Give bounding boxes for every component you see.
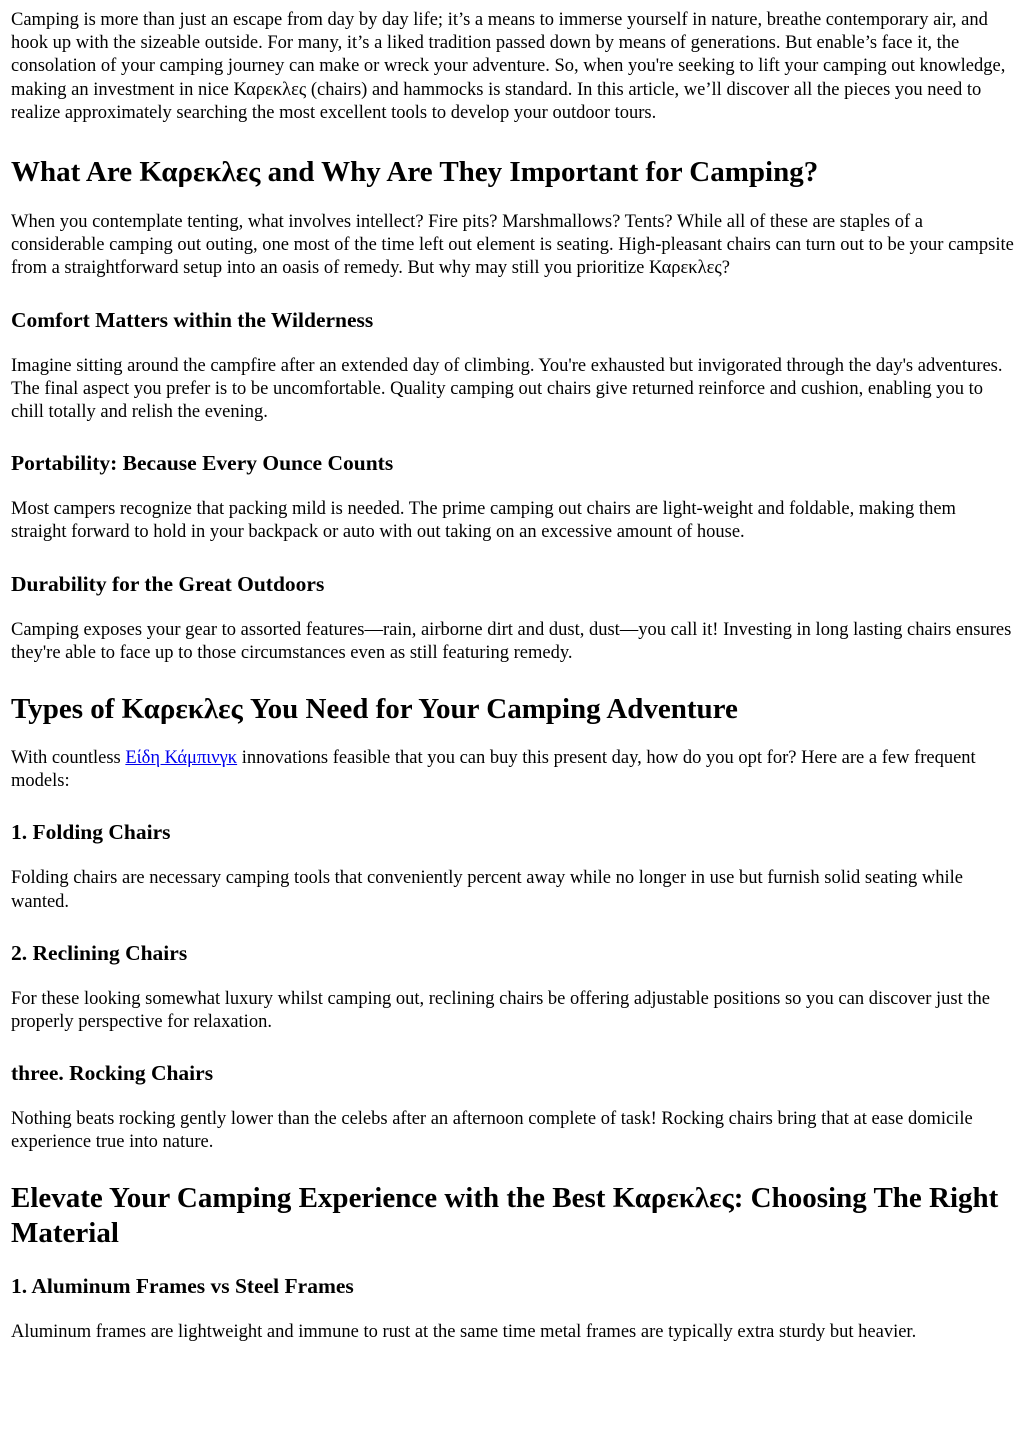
paragraph-durability: Camping exposes your gear to assorted features—rain, airborne dirt and dust, dust—you call it! Investing in long lasting chairs ensures they're able to face up to those circumstances even as still featuring remedy.: [11, 619, 1012, 663]
subheading-durability: Durability for the Great Outdoors: [11, 571, 325, 596]
subheading-portability: Portability: Because Every Ounce Counts: [11, 451, 394, 476]
paragraph-rocking-chairs: Nothing beats rocking gently lower than the celebs after an afternoon complete of task! Rocking chairs bring that at ease domicile experience true into nature.: [11, 1109, 973, 1153]
section-paragraph: When you contemplate tenting, what involves intellect? Fire pits? Marshmallows? Tents? While all of these are staples of a considerable camping out outing, one most of the time left out element is seating. High-pleasant chairs can turn out to be your campsite from a straightforward setup into an oasis of remedy. But why may still you prioritize Καρεκλες?: [11, 212, 1014, 279]
section-heading-what-are-chairs: What Are Καρεκλες and Why Are They Important for Camping?: [11, 156, 819, 189]
text-before-link: With countless: [11, 748, 126, 769]
intro-paragraph: Camping is more than just an escape from day by day life; it’s a means to immerse yourself in nature, breathe contemporary air, and hook up with the sizeable outside. For many, it’s a liked tradition passed down by means of generations. But enable’s face it, the consolation of your camping journey can make or wreck your adventure. So, when you're seeking to lift your camping out knowledge, making an investment in nice Καρεκλες (chairs) and hammocks is standard. In this article, we’ll discover all the pieces you need to realize approximately searching the most excellent tools to develop your outdoor tours.: [11, 10, 1006, 123]
subheading-rocking-chairs: three. Rocking Chairs: [11, 1061, 214, 1086]
paragraph-portability: Most campers recognize that packing mild is needed. The prime camping out chairs are light-weight and foldable, making them straight forward to hold in your backpack or auto with out taking on an excessive amount of house.: [11, 499, 956, 543]
subheading-folding-chairs: 1. Folding Chairs: [11, 820, 171, 845]
text-after-link: innovations feasible that you can buy this present day, how do you opt for? Here are a few frequent models:: [11, 748, 976, 792]
paragraph-aluminum-vs-steel: Aluminum frames are lightweight and immune to rust at the same time metal frames are typically extra sturdy but heavier.: [11, 1321, 917, 1342]
subheading-aluminum-vs-steel: 1. Aluminum Frames vs Steel Frames: [11, 1273, 354, 1298]
subheading-comfort: Comfort Matters within the Wilderness: [11, 307, 374, 332]
section-heading-types-of-chairs: Types of Καρεκλες You Need for Your Camping Adventure: [11, 693, 738, 726]
paragraph-types-intro: [11, 747, 1016, 793]
section-heading-choosing-material: Elevate Your Camping Experience with the Best Καρεκλες: Choosing The Right Material: [11, 1181, 999, 1249]
paragraph-comfort: Imagine sitting around the campfire after an extended day of climbing. You're exhausted but invigorated through the day's adventures. The final aspect you prefer is to be uncomfortable. Quality camping out chairs give returned reinforce and cushion, enabling you to chill totally and relish the evening.: [11, 355, 1003, 423]
camping-gear-link[interactable]: Είδη Κάμπινγκ: [125, 748, 238, 769]
paragraph-reclining-chairs: For these looking somewhat luxury whilst camping out, reclining chairs be offering adjustable positions so you can discover just the properly perspective for relaxation.: [11, 988, 990, 1033]
subheading-reclining-chairs: 2. Reclining Chairs: [11, 940, 188, 965]
paragraph-folding-chairs: Folding chairs are necessary camping tools that conveniently percent away while no longer in use but furnish solid seating while wanted.: [11, 868, 963, 912]
